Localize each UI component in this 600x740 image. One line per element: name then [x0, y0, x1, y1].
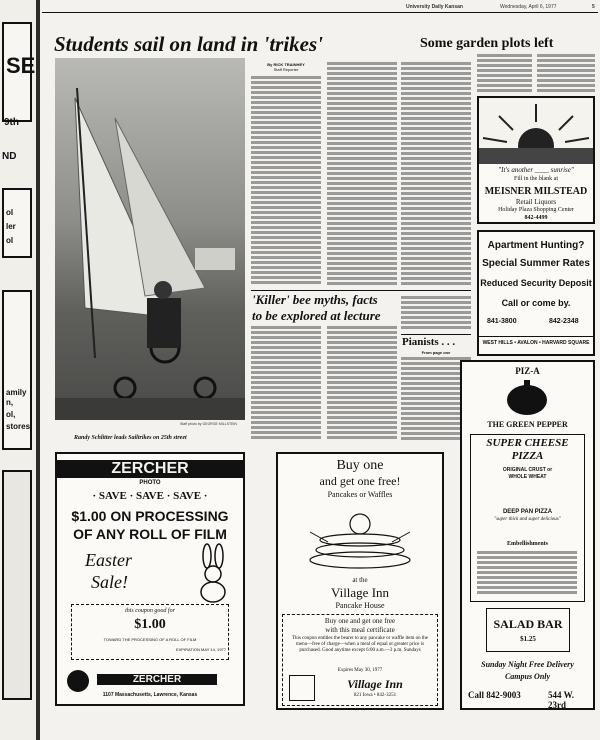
village-logo-icon — [289, 675, 315, 701]
pepper-icon — [502, 378, 552, 418]
film-roll-icon — [67, 670, 89, 692]
main-story-column-2 — [327, 62, 397, 288]
newspaper-name: University Daily Kansan — [406, 4, 463, 10]
village-line3: Pancakes or Waffles — [327, 490, 393, 499]
apartment-ad — [477, 230, 595, 356]
green-pepper-address: 544 W. 23rd — [548, 690, 575, 710]
salad-bar-price: $1.25 — [520, 635, 536, 643]
left-fragment-mid-1: 9th — [4, 117, 19, 128]
garden-column-2 — [537, 54, 595, 94]
left-ad-fragment-2: ol ler ol — [2, 188, 32, 258]
left-ad-fragment-4 — [2, 470, 32, 700]
zercher-coupon — [71, 604, 229, 660]
green-pepper-pizza: PIZ-A — [515, 366, 540, 376]
green-pepper-delivery2: Campus Only — [504, 672, 551, 681]
sailtrike-illustration — [55, 58, 245, 420]
left-fragment-top: SE — [6, 53, 36, 78]
village-line2: and get one free! — [319, 474, 401, 488]
main-headline: Students sail on land in 'trikes' — [54, 32, 324, 56]
adjacent-page-strip — [0, 0, 36, 740]
apartment-line4: Call or come by. — [501, 298, 571, 308]
village-sub: Pancake House — [335, 601, 385, 610]
zercher-brand-sub: PHOTO — [139, 480, 161, 486]
village-coupon-head: Buy one and get one free — [324, 617, 396, 625]
zercher-footer-brand: ZERCHER — [97, 674, 217, 685]
village-address: 821 Iowa • 842-3251 — [353, 693, 397, 698]
green-pepper-deep-pan: DEEP PAN PIZZA — [502, 509, 553, 515]
newspaper-page — [40, 0, 600, 740]
bunny-icon — [193, 546, 233, 602]
pianists-subhead: From page one — [421, 350, 451, 355]
green-pepper-name: THE GREEN PEPPER — [487, 420, 568, 429]
zercher-brand: ZERCHER — [57, 460, 243, 478]
header-rule — [42, 12, 598, 13]
green-pepper-ad — [460, 360, 595, 710]
village-line1: Buy one — [336, 458, 384, 473]
salad-bar-label: SALAD BAR — [493, 617, 563, 631]
page-number: 5 — [592, 4, 595, 10]
zercher-coupon-text: TOWARD THE PROCESSING OF A ROLL OF FILM — [103, 637, 197, 642]
zercher-expiration: EXPIRATION MAY 14, 1977 — [175, 647, 226, 652]
village-expires: Expires May 30, 1977 — [337, 668, 383, 673]
photo-caption: Randy Schlitter leads Sailtrikes on 25th street — [74, 435, 187, 441]
salad-bar-box — [486, 608, 570, 652]
left-fragment-mid-2: ND — [2, 151, 17, 162]
apartment-phone2: 842-2348 — [549, 318, 579, 325]
bee-story-column-1 — [251, 326, 321, 444]
zercher-save: · SAVE · SAVE · SAVE · — [92, 490, 208, 502]
bee-story-column-2 — [327, 326, 397, 444]
meisner-milstead-ad — [477, 96, 595, 224]
zercher-coupon-value: $1.00 — [134, 617, 166, 632]
left-ad-fragment-3: amily n, ol, stores — [2, 290, 32, 450]
photo-credit: Staff photo by GEORGE MILLSTEIN — [180, 422, 237, 426]
main-byline-role: Staff Reporter — [273, 67, 299, 72]
green-pepper-delivery1: Sunday Night Free Delivery — [481, 660, 574, 669]
green-pepper-super2: PIZZA — [511, 450, 544, 462]
pianists-headline: Pianists . . . — [402, 336, 456, 348]
main-story-column-1 — [251, 76, 321, 288]
apartment-line1: Apartment Hunting? — [487, 240, 585, 251]
zercher-offer-line2: OF ANY ROLL OF FILM — [73, 526, 227, 542]
pianists-rule — [401, 334, 471, 335]
main-story-column-3 — [401, 62, 471, 288]
green-pepper-original: ORIGINAL CRUST or — [502, 467, 553, 473]
zercher-photo-ad — [55, 452, 245, 706]
green-pepper-super: SUPER CHEESE — [486, 437, 569, 449]
zercher-coupon-title: this coupon good for — [125, 608, 175, 614]
green-pepper-phone: Call 842-9003 — [468, 690, 521, 700]
sailtrike-photo — [55, 58, 245, 420]
green-pepper-embellishments: Embellishments — [506, 541, 548, 547]
green-pepper-menu — [470, 434, 585, 602]
green-pepper-toppings-list — [477, 551, 577, 597]
zercher-sale: Sale! — [91, 572, 128, 592]
meisner-line2: Fill in the blank at — [514, 176, 558, 182]
apartment-line2: Special Summer Rates — [482, 258, 590, 269]
green-pepper-whole-wheat: WHOLE WHEAT — [508, 474, 547, 480]
bee-story-column-3 — [401, 296, 471, 336]
left-ad-fragment-1 — [2, 22, 36, 122]
meisner-slogan: "It's another ____ sunrise" — [498, 166, 574, 174]
apartment-phone1: 841-3800 — [487, 318, 517, 325]
pancake-stack-illustration — [300, 502, 420, 572]
bee-headline-line2: to be explored at lecture — [252, 308, 381, 323]
meisner-name: MEISNER MILSTEAD — [484, 186, 588, 197]
main-story-rule — [251, 290, 471, 291]
green-pepper-deep-pan-sub: "super thick and super delicious" — [494, 517, 561, 522]
bee-headline-line1: 'Killer' bee myths, facts — [252, 292, 378, 307]
village-inn-ad — [276, 452, 444, 710]
village-name: Village Inn — [330, 585, 390, 600]
issue-date: Wednesday, April 6, 1977 — [500, 4, 557, 10]
zercher-offer-line1: $1.00 ON PROCESSING — [71, 508, 229, 524]
village-at: at the — [352, 576, 368, 584]
main-byline: By RICK TRAINHEY — [267, 62, 305, 67]
village-brand: Village Inn — [347, 677, 403, 691]
apartment-footer: WEST HILLS • AVALON • HARVARD SQUARE — [482, 340, 590, 346]
village-coupon — [282, 614, 438, 706]
village-coupon-head2: with this meal certificate — [325, 626, 395, 634]
garden-column-1 — [477, 54, 532, 94]
meisner-phone: 842-4499 — [524, 215, 548, 221]
meisner-line4: Holiday Plaza Shopping Center — [498, 207, 574, 213]
zercher-address: 1107 Massachusetts, Lawrence, Kansas — [102, 692, 198, 698]
zercher-easter: Easter — [85, 550, 132, 570]
garden-headline: Some garden plots left — [420, 36, 554, 51]
apartment-line3: Reduced Security Deposit — [480, 278, 592, 288]
sunrise-illustration — [479, 98, 593, 164]
village-coupon-body: This coupon entitles the bearer to any pancake or waffle item on the menu—free of charge—when a meal of equal or greater price is purchased. Good anytime except 6:00 a.m.—3 p.m. Sundays — [292, 636, 428, 653]
meisner-line3: Retail Liquors — [515, 198, 557, 206]
